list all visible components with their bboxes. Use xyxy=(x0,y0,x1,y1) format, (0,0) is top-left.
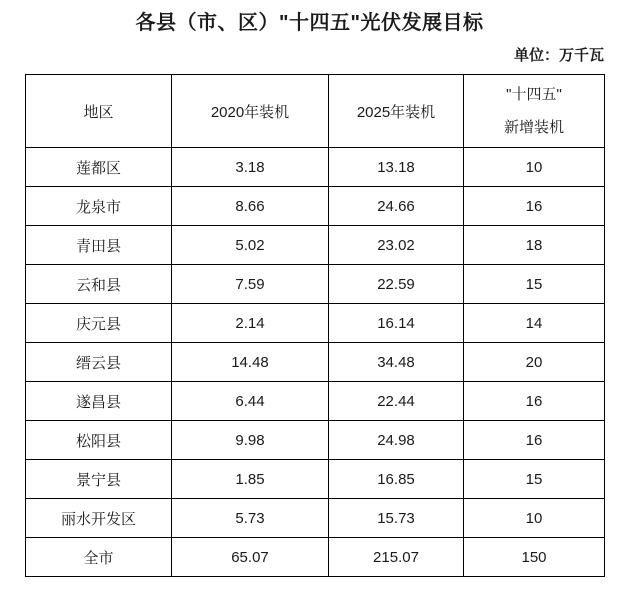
capacity-2025-cell: 23.02 xyxy=(329,226,464,265)
header-row xyxy=(26,75,605,148)
region-cell: 云和县 xyxy=(26,265,172,304)
pv-targets-table xyxy=(25,74,605,577)
region-cell: 莲都区 xyxy=(26,148,172,187)
unit-label: 单位：万千瓦 xyxy=(513,47,604,64)
region-cell: 青田县 xyxy=(26,226,172,265)
header-new-capacity xyxy=(464,75,605,148)
capacity-2025-cell: 13.18 xyxy=(329,148,464,187)
capacity-2020-cell: 5.73 xyxy=(172,499,329,538)
new-capacity-cell: 14 xyxy=(464,304,605,343)
table-row xyxy=(26,382,605,421)
table-row xyxy=(26,421,605,460)
header-new-capacity-line2: 新增装机 xyxy=(503,119,564,136)
header-2020-capacity: 2020年装机 xyxy=(172,75,329,148)
capacity-2020-cell: 1.85 xyxy=(172,460,329,499)
region-cell: 龙泉市 xyxy=(26,187,172,226)
table-row xyxy=(26,499,605,538)
new-capacity-cell: 150 xyxy=(464,538,605,577)
region-cell: 缙云县 xyxy=(26,343,172,382)
new-capacity-cell: 16 xyxy=(464,187,605,226)
capacity-2020-cell: 2.14 xyxy=(172,304,329,343)
new-capacity-cell: 10 xyxy=(464,148,605,187)
table-header xyxy=(26,75,605,148)
region-cell: 松阳县 xyxy=(26,421,172,460)
new-capacity-cell: 15 xyxy=(464,460,605,499)
capacity-2020-cell: 14.48 xyxy=(172,343,329,382)
table-row-total xyxy=(26,538,605,577)
capacity-2025-cell: 215.07 xyxy=(329,538,464,577)
capacity-2025-cell: 16.85 xyxy=(329,460,464,499)
capacity-2020-cell: 7.59 xyxy=(172,265,329,304)
capacity-2025-cell: 24.66 xyxy=(329,187,464,226)
new-capacity-cell: 16 xyxy=(464,382,605,421)
table-row xyxy=(26,304,605,343)
region-cell: 全市 xyxy=(26,538,172,577)
capacity-2020-cell: 6.44 xyxy=(172,382,329,421)
table-row xyxy=(26,343,605,382)
header-2025-capacity: 2025年装机 xyxy=(329,75,464,148)
capacity-2020-cell: 3.18 xyxy=(172,148,329,187)
capacity-2020-cell: 5.02 xyxy=(172,226,329,265)
region-cell: 庆元县 xyxy=(26,304,172,343)
capacity-2020-cell: 8.66 xyxy=(172,187,329,226)
new-capacity-cell: 10 xyxy=(464,499,605,538)
new-capacity-cell: 15 xyxy=(464,265,605,304)
page-title: 各县（市、区）"十四五"光伏发展目标 xyxy=(135,12,484,34)
table-row xyxy=(26,265,605,304)
capacity-2025-cell: 22.59 xyxy=(329,265,464,304)
table-row xyxy=(26,460,605,499)
capacity-2025-cell: 16.14 xyxy=(329,304,464,343)
capacity-2025-cell: 34.48 xyxy=(329,343,464,382)
table-body xyxy=(26,148,605,577)
capacity-2025-cell: 24.98 xyxy=(329,421,464,460)
table-row xyxy=(26,148,605,187)
capacity-2020-cell: 9.98 xyxy=(172,421,329,460)
region-cell: 丽水开发区 xyxy=(26,499,172,538)
new-capacity-cell: 18 xyxy=(464,226,605,265)
capacity-2020-cell: 65.07 xyxy=(172,538,329,577)
header-new-capacity-line1: "十四五" xyxy=(506,86,562,103)
region-cell: 遂昌县 xyxy=(26,382,172,421)
new-capacity-cell: 20 xyxy=(464,343,605,382)
table-row xyxy=(26,187,605,226)
capacity-2025-cell: 15.73 xyxy=(329,499,464,538)
capacity-2025-cell: 22.44 xyxy=(329,382,464,421)
header-region: 地区 xyxy=(26,75,172,148)
new-capacity-cell: 16 xyxy=(464,421,605,460)
table-row xyxy=(26,226,605,265)
region-cell: 景宁县 xyxy=(26,460,172,499)
